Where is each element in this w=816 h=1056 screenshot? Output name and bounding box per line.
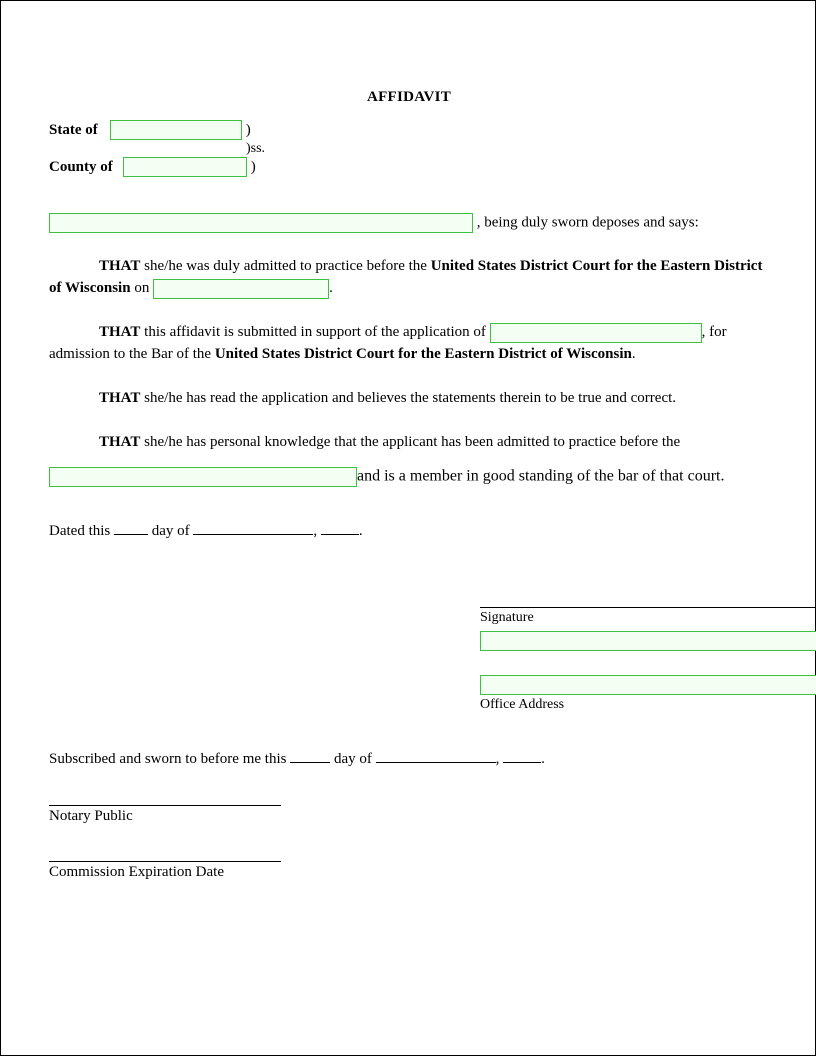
good-standing-row bbox=[49, 467, 769, 487]
office-address-input[interactable] bbox=[480, 675, 816, 695]
signature-input[interactable] bbox=[480, 631, 816, 651]
subscribed-day-of: day of bbox=[333, 751, 372, 767]
p1-court-name: United States District Court for the Eastern District of Wisconsin bbox=[49, 258, 763, 296]
dated-day-blank[interactable] bbox=[114, 521, 148, 535]
subscribed-line bbox=[49, 749, 545, 768]
subscribed-prefix: Subscribed and sworn to before me this bbox=[49, 751, 287, 767]
county-label: County of bbox=[49, 158, 113, 175]
state-label: State of bbox=[49, 121, 98, 138]
dated-year-blank[interactable] bbox=[321, 521, 359, 535]
notary-rule[interactable] bbox=[49, 804, 281, 806]
p3-text: she/he has read the application and believes the statements therein to be true and correct. bbox=[140, 390, 677, 406]
county-row bbox=[49, 157, 769, 177]
state-paren: ) bbox=[245, 121, 251, 138]
applicant-name-input[interactable] bbox=[490, 323, 702, 343]
that-keyword: THAT bbox=[99, 390, 141, 406]
ss-marker: )ss. bbox=[246, 141, 266, 156]
that-keyword: THAT bbox=[99, 324, 141, 340]
notary-block bbox=[49, 804, 281, 825]
good-standing-text: and is a member in good standing of the bar of that court. bbox=[357, 467, 725, 485]
that-keyword: THAT bbox=[99, 434, 141, 450]
p2-pre-text: this affidavit is submitted in support of the application of bbox=[140, 324, 490, 340]
p4-text: she/he has personal knowledge that the applicant has been admitted to practice before the bbox=[140, 434, 681, 450]
state-input[interactable] bbox=[110, 120, 242, 140]
page-title: AFFIDAVIT bbox=[366, 89, 452, 105]
dated-period: . bbox=[358, 523, 363, 539]
paragraph-3 bbox=[49, 387, 769, 409]
dated-month-blank[interactable] bbox=[193, 521, 313, 535]
dated-comma: , bbox=[313, 523, 318, 539]
p2-post-text: . bbox=[631, 346, 636, 362]
paragraph-2 bbox=[49, 321, 769, 365]
deponent-name-input[interactable] bbox=[49, 213, 473, 233]
admission-date-input[interactable] bbox=[153, 279, 329, 299]
dated-prefix: Dated this bbox=[49, 523, 111, 539]
subscribed-month-blank[interactable] bbox=[376, 749, 496, 763]
paragraph-1 bbox=[49, 255, 769, 299]
p2-court-name: United States District Court for the Eastern District of Wisconsin bbox=[214, 346, 632, 362]
dated-line bbox=[49, 521, 769, 540]
signature-rule bbox=[480, 606, 816, 608]
document-content bbox=[49, 89, 769, 880]
subscribed-comma: , bbox=[495, 751, 500, 767]
commission-block bbox=[49, 860, 281, 881]
court-admitted-input[interactable] bbox=[49, 467, 357, 487]
subscribed-year-blank[interactable] bbox=[503, 749, 541, 763]
that-keyword: THAT bbox=[99, 258, 141, 274]
commission-rule[interactable] bbox=[49, 860, 281, 862]
deponent-row bbox=[49, 213, 769, 233]
subscribed-period: . bbox=[541, 751, 545, 767]
commission-caption: Commission Expiration Date bbox=[49, 864, 224, 880]
p1-pre-text: she/he was duly admitted to practice before the bbox=[140, 258, 431, 274]
subscribed-day-blank[interactable] bbox=[290, 749, 330, 763]
paragraph-4 bbox=[49, 431, 769, 453]
p2-mid-text: , for admission to the Bar of the bbox=[49, 324, 727, 362]
office-address-caption: Office Address bbox=[480, 697, 565, 712]
p1-post-text: . bbox=[329, 280, 333, 296]
dated-day-of: day of bbox=[151, 523, 190, 539]
state-row bbox=[49, 120, 769, 140]
signature-caption: Signature bbox=[480, 610, 534, 625]
county-paren: ) bbox=[250, 158, 256, 175]
signature-block bbox=[480, 606, 816, 713]
notary-caption: Notary Public bbox=[49, 808, 133, 824]
deponent-suffix-text: , being duly sworn deposes and says: bbox=[476, 214, 699, 231]
county-input[interactable] bbox=[123, 157, 247, 177]
p1-mid-text: on bbox=[130, 280, 154, 296]
